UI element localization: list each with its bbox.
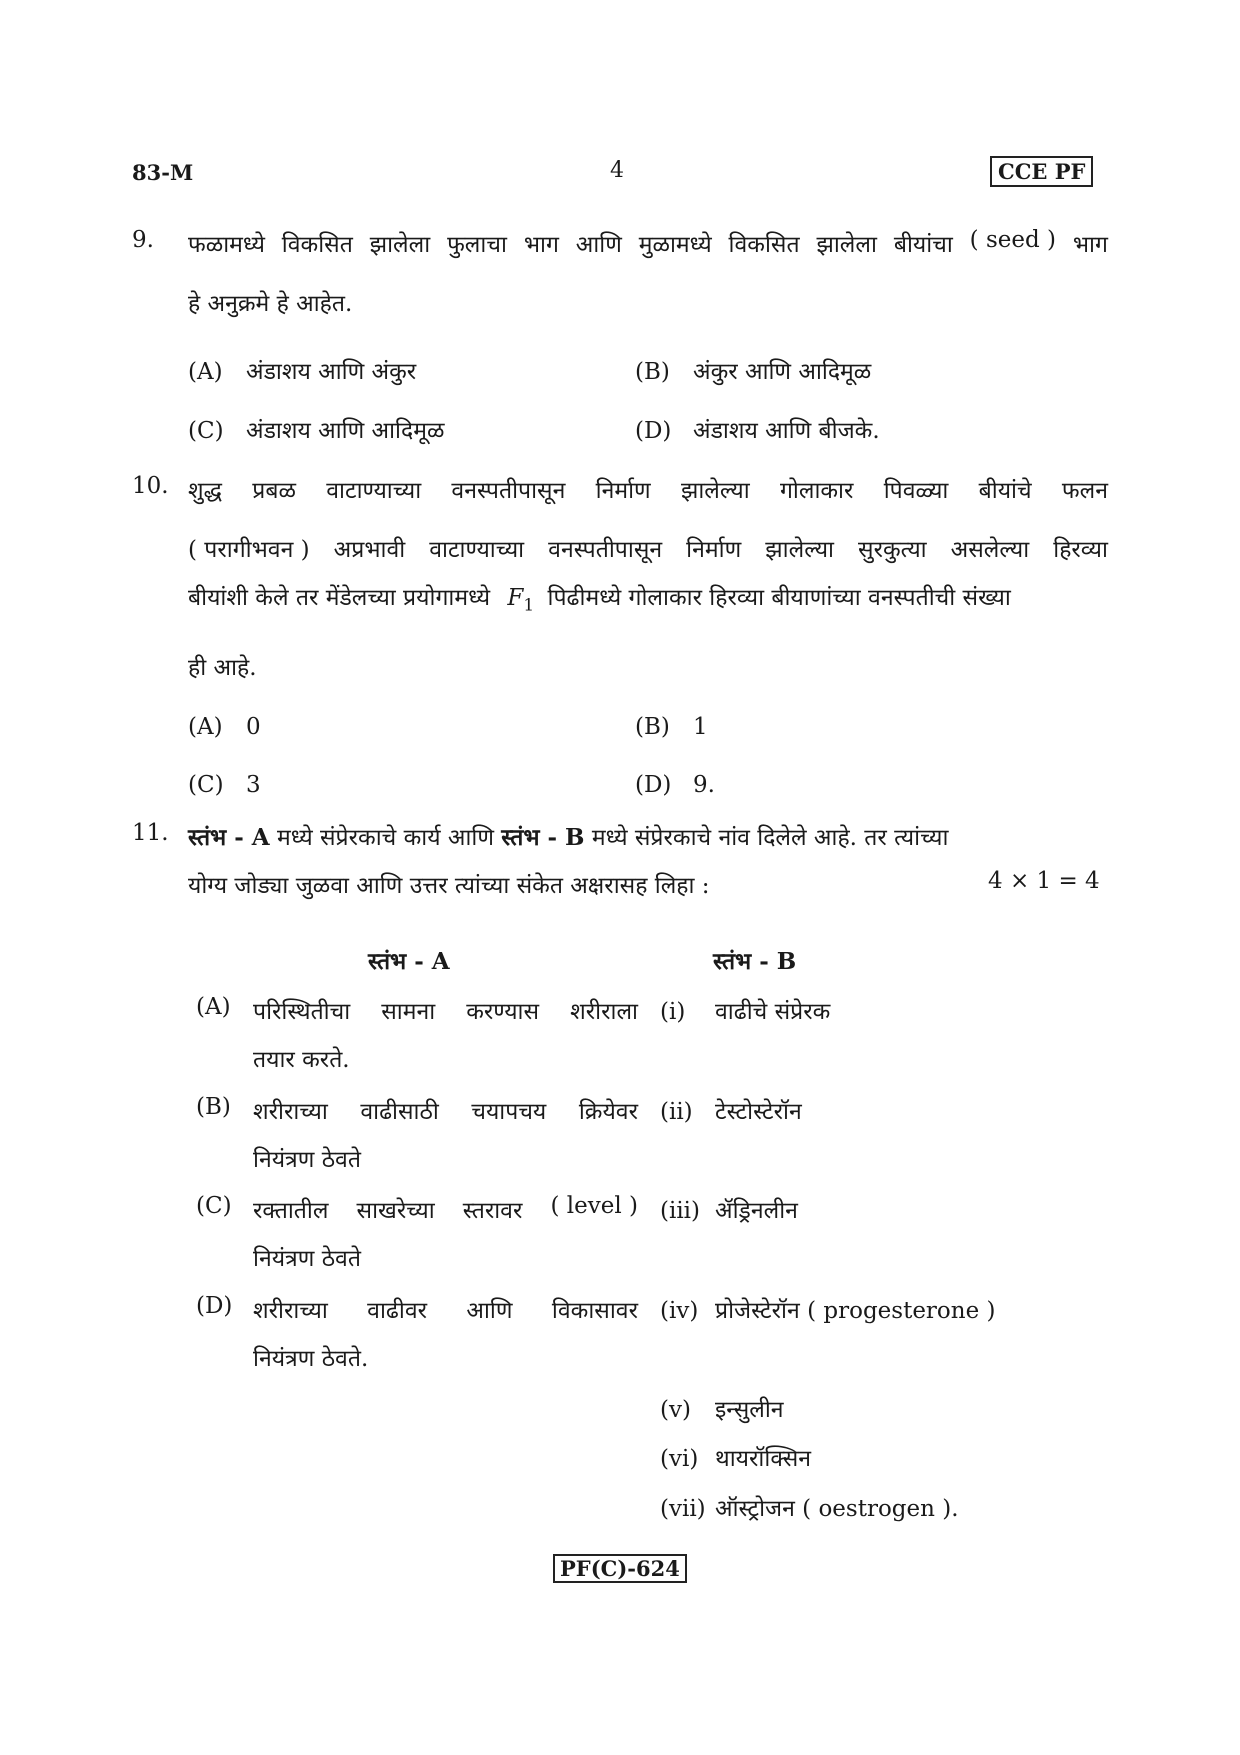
q10-option-c: (C) 3 bbox=[188, 772, 261, 798]
q10-option-d: (D) 9. bbox=[635, 772, 715, 798]
q10-line2: ( परागीभवन ) अप्रभावी वाटाण्याच्या वनस्पतीपासून निर्माण झालेल्या सुरकुत्या असलेल्या हिरव्या bbox=[188, 537, 1108, 563]
paper-code: 83-M bbox=[132, 160, 194, 185]
q9-number: 9. bbox=[132, 227, 154, 253]
f1-symbol: $F_1$ bbox=[507, 585, 535, 616]
column-b-item: (iv) प्रोजेस्टेरॉन ( progesterone ) bbox=[660, 1298, 996, 1324]
q9-option-c: (C) अंडाशय आणि आदिमूळ bbox=[188, 418, 445, 444]
q10-option-a: (A) 0 bbox=[188, 714, 261, 740]
column-b-item: (vii) ऑस्ट्रोजन ( oestrogen ). bbox=[660, 1496, 959, 1522]
column-b-item: (ii) टेस्टोस्टेरॉन bbox=[660, 1099, 802, 1125]
column-b-item: (i) वाढीचे संप्रेरक bbox=[660, 999, 831, 1025]
column-b-item: (iii) ॲड्रिनलीन bbox=[660, 1198, 798, 1224]
q11-marks: 4 × 1 = 4 bbox=[988, 868, 1100, 894]
q11-number: 11. bbox=[132, 820, 169, 846]
column-b-item: (vi) थायरॉक्सिन bbox=[660, 1446, 812, 1472]
page-number: 4 bbox=[610, 158, 624, 183]
q10-line3: बीयांशी केले तर मेंडेलच्या प्रयोगामध्ये $F_1$ पिढीमध्ये गोलाकार हिरव्या बीयाणांच्या वनस्पतीची संख्या bbox=[188, 585, 1011, 616]
column-a-heading: स्तंभ - A bbox=[368, 948, 450, 975]
q9-option-a: (A) अंडाशय आणि अंकुर bbox=[188, 359, 417, 385]
paper-badge: CCE PF bbox=[990, 156, 1093, 187]
q11-line1: स्तंभ - A मध्ये संप्रेरकाचे कार्य आणि स्तंभ - B मध्ये संप्रेरकाचे नांव दिलेले आहे. तर त्यांच्या bbox=[188, 824, 949, 851]
q10-number: 10. bbox=[132, 473, 169, 499]
q9-option-d: (D) अंडाशय आणि बीजके. bbox=[635, 418, 880, 444]
q11-line2: योग्य जोड्या जुळवा आणि उत्तर त्यांच्या संकेत अक्षरासह लिहा : bbox=[188, 873, 710, 899]
column-b-heading: स्तंभ - B bbox=[713, 948, 797, 975]
q9-option-b: (B) अंकुर आणि आदिमूळ bbox=[635, 359, 872, 385]
q10-line4: ही आहे. bbox=[188, 655, 257, 681]
footer-code: PF(C)-624 bbox=[553, 1554, 687, 1583]
column-b-item: (v) इन्सुलीन bbox=[660, 1397, 784, 1423]
q10-option-b: (B) 1 bbox=[635, 714, 708, 740]
q9-line2: हे अनुक्रमे हे आहेत. bbox=[188, 291, 353, 317]
q10-line1: शुद्ध प्रबळ वाटाण्याच्या वनस्पतीपासून निर्माण झालेल्या गोलाकार पिवळ्या बीयांचे फलन bbox=[188, 478, 1108, 504]
q9-line1: फळामध्ये विकसित झालेला फुलाचा भाग आणि मुळामध्ये विकसित झालेला बीयांचा ( seed ) भाग bbox=[188, 227, 1108, 258]
